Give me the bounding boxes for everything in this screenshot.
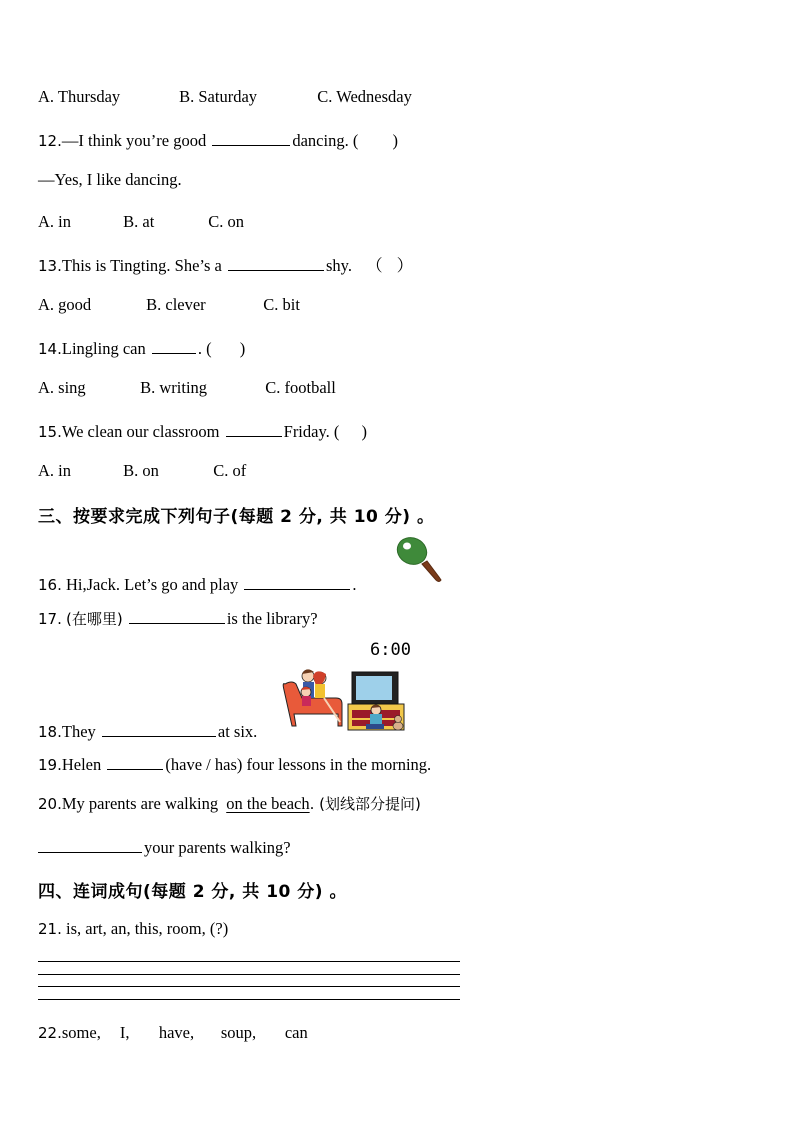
option-b: B. Saturday [179,87,258,106]
question-22 [38,1023,308,1043]
option-a: A. Thursday [38,87,121,106]
question-text: We clean our classroom [61,422,220,441]
paren-close: ) [361,422,368,441]
paren-close: ) [239,339,246,358]
option-b: B. at [123,212,155,231]
question-12-reply: —Yes, I like dancing. [38,170,182,189]
option-a: A. in [38,212,71,231]
question-text: Lingling can [61,339,146,358]
word: can [284,1023,308,1042]
answer-blank[interactable] [152,337,196,354]
question-number: 17. [38,610,62,628]
family-watching-tv-icon [280,664,410,734]
question-text: I think you’re good [78,131,207,150]
question-text-after: at six. [217,722,258,741]
question-text-after: . (划线部分提问) [309,795,421,813]
question-21 [38,919,228,939]
question-number: 21. [38,920,62,938]
answer-blank[interactable] [129,607,225,624]
question-number: 20. [38,795,62,813]
answer-text-after: your parents walking? [144,838,291,857]
clock-time: 6:00 [370,640,411,660]
question-18 [38,720,257,742]
paren-close: ） [396,256,414,275]
option-c: C. football [265,378,336,397]
underlined-phrase: on the beach [226,794,310,813]
question-20 [38,794,421,814]
question-20-answer [38,836,291,858]
option-c: C. of [213,461,247,480]
question-19 [38,753,431,775]
q14-options [38,378,336,398]
question-text-after: is the library? [226,609,318,628]
option-a: A. good [38,295,92,314]
answer-blank[interactable] [107,753,163,770]
answer-line-2[interactable] [38,974,460,975]
question-14 [38,337,245,359]
question-text: Helen [61,755,102,774]
question-text: Hi,Jack. Let’s go and play [65,575,239,594]
question-13 [38,254,413,276]
dash: — [61,131,79,150]
option-b: B. clever [146,295,206,314]
option-b: B. on [123,461,159,480]
question-text: They [61,722,96,741]
option-a: A. sing [38,378,86,397]
question-number: 14. [38,340,62,358]
question-number: 13. [38,257,62,275]
question-text: This is Tingting. She’s a [61,256,222,275]
answer-line-3[interactable] [38,986,460,987]
option-a: A. in [38,461,71,480]
question-15 [38,420,367,442]
paren-close: ) [392,131,398,150]
answer-blank[interactable] [244,573,350,590]
question-number: 22. [38,1024,62,1042]
hint: (在哪里) [65,610,123,628]
question-text-after: . ( [197,339,212,358]
question-text-after: (have / has) four lessons in the morning. [165,755,432,774]
word: some, [61,1023,101,1042]
option-c: C. Wednesday [317,87,412,106]
answer-line-4[interactable] [38,999,460,1000]
question-text-after: dancing. ( [292,131,359,150]
answer-line-1[interactable] [38,961,460,962]
option-c: C. bit [263,295,300,314]
question-16 [38,573,357,595]
question-17 [38,607,318,629]
answer-blank[interactable] [228,254,324,271]
question-text: My parents are walking [61,794,219,813]
ping-pong-paddle-icon [394,534,446,586]
q12-options [38,212,244,232]
question-number: 19. [38,756,62,774]
question-number: 18. [38,723,62,741]
q15-options [38,461,246,481]
question-number: 12. [38,132,62,150]
section-3-title: 三、按要求完成下列句子(每题 2 分, 共 10 分) 。 [38,507,435,527]
question-number: 15. [38,423,62,441]
question-text-after: . [352,575,357,594]
section-4-title: 四、连词成句(每题 2 分, 共 10 分) 。 [38,882,347,902]
answer-blank[interactable] [226,420,282,437]
option-b: B. writing [140,378,208,397]
word: have, [158,1023,195,1042]
question-12 [38,129,398,151]
question-text-after: shy. [325,256,352,275]
paren-open: （ [366,256,383,275]
question-text-after: Friday. ( [283,422,340,441]
option-c: C. on [208,212,245,231]
word: soup, [220,1023,257,1042]
answer-blank[interactable] [102,720,216,737]
answer-blank[interactable] [212,129,290,146]
word-list: is, art, an, this, room, (?) [65,919,229,938]
q13-options [38,295,300,315]
q11-options [38,87,412,107]
question-number: 16. [38,576,62,594]
word: I, [119,1023,130,1042]
answer-blank[interactable] [38,836,142,853]
